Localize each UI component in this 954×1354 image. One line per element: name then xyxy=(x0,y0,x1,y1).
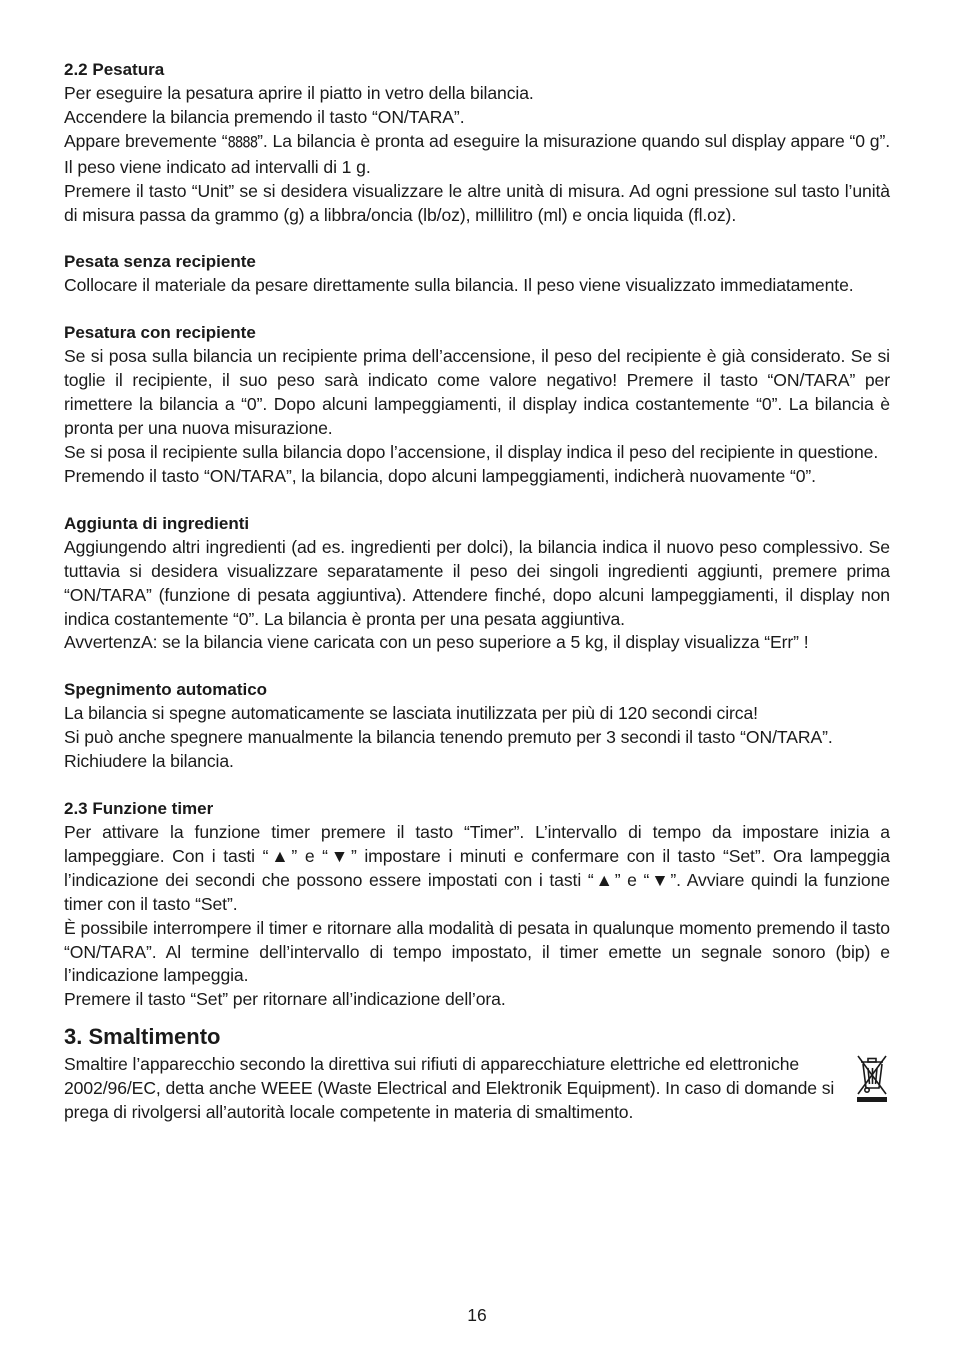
paragraph: Se si posa il recipiente sulla bilancia dopo l’accensione, il display indica il peso del recipiente in questione. xyxy=(64,441,879,462)
heading-funzione-timer: 2.3 Funzione timer xyxy=(64,799,214,819)
heading-pesatura: 2.2 Pesatura xyxy=(64,60,165,79)
paragraph: Collocare il materiale da pesare direttamente sulla bilancia. Il peso viene visualizzato immediatamente. xyxy=(64,275,854,296)
paragraph: È possibile interrompere il timer e ritornare alla modalità di pesata in qualunque momento premendo il tasto “ON/TARA”. Al termine dell’intervallo di tempo impostato, il timer emette un segnale sonoro (bip) e l’indicazione lampeggia. xyxy=(64,917,890,986)
paragraph: Se si posa sulla bilancia un recipiente prima dell’accensione, il peso del recipiente è già considerato. Se si toglie il recipiente, il suo peso sarà indicato come valore negativo! Premere il tasto “ON/TARA” per rimettere la bilancia a “0”. Dopo alcuni lampeggiamenti, il display indica costantemente “0”. La bilancia è pronta per una nuova misurazione. xyxy=(64,346,890,439)
heading-pesatura-con-recipiente: Pesatura con recipiente xyxy=(64,323,256,343)
paragraph: Premendo il tasto “ON/TARA”, la bilancia, dopo alcuni lampeggiamenti, indicherà nuovamente “0”. xyxy=(64,465,816,486)
disposal-block xyxy=(64,1053,890,1125)
heading-pesata-senza-recipiente: Pesata senza recipiente xyxy=(64,252,256,272)
heading-aggiunta-ingredienti: Aggiunta di ingredienti xyxy=(64,513,250,533)
paragraph: La bilancia si spegne automaticamente se lasciata inutilizzata per più di 120 secondi circa! xyxy=(64,703,758,724)
section-pesata-senza-recipiente xyxy=(64,250,890,298)
page-number: 16 xyxy=(467,1305,487,1325)
section-funzione-timer xyxy=(64,797,890,1012)
text-segment: ”. La bilancia è pronta ad eseguire la misurazione quando sul display appare “0 g”. Il peso viene indicato ad intervalli di 1 g. xyxy=(64,130,890,177)
paragraph: Si può anche spegnere manualmente la bilancia tenendo premuto per 3 secondi il tasto “ON/TARA”. xyxy=(64,727,833,748)
section-aggiunta-ingredienti xyxy=(64,512,890,656)
section-spegnimento-automatico xyxy=(64,678,890,774)
paragraph: Per attivare la funzione timer premere il tasto “Timer”. L’intervallo di tempo da impostare inizia a lampeggiare. Con i tasti “▲” e “▼” impostare i minuti e confermare con il tasto “Set”. Ora lampeggia l’indicazione dei secondi che possono essere impostati con i tasti “▲” e “▼”. Avviare quindi la funzione timer con il tasto “Set”. xyxy=(64,822,890,914)
heading-smaltimento: 3. Smaltimento xyxy=(64,1024,221,1050)
crossed-out-wheelie-bin-icon xyxy=(854,1053,890,1103)
paragraph: Premere il tasto “Unit” se si desidera visualizzare le altre unità di misura. Ad ogni pressione sul tasto l’unità di misura passa da grammo (g) a libbra/oncia (lb/oz), millilitro (ml) e oncia liquida (fl.oz). xyxy=(64,180,890,225)
paragraph: Premere il tasto “Set” per ritornare all’indicazione dell’ora. xyxy=(64,989,506,1010)
text-segment: Appare brevemente “ xyxy=(64,130,228,151)
display-segment-symbol: 8888 xyxy=(227,133,258,152)
paragraph: Smaltire l’apparecchio secondo la direttiva sui rifiuti di apparecchiature elettriche ed elettroniche 2002/96/EC, detta anche WEEE (Waste Electrical and Elektronik Equipment). In caso di domande si prega di rivolgersi all’autorità locale competente in materia di smaltimento. xyxy=(64,1054,835,1123)
paragraph: AvvertenzA: se la bilancia viene caricata con un peso superiore a 5 kg, il display visualizza “Err” ! xyxy=(64,632,809,653)
paragraph: Aggiungendo altri ingredienti (ad es. ingredienti per dolci), la bilancia indica il nuovo peso complessivo. Se tuttavia si desidera visualizzare separatamente il peso dei singoli ingredienti aggiunti, premere prima “ON/TARA” (funzione di pesata aggiuntiva). Attendere finché, dopo alcuni lampeggiamenti, il display non indica costantemente “0”. La bilancia è pronta per una pesata aggiuntiva. xyxy=(64,536,890,629)
section-smaltimento xyxy=(64,1022,890,1125)
paragraph: Per eseguire la pesatura aprire il piatto in vetro della bilancia. xyxy=(64,83,534,103)
paragraph: Accendere la bilancia premendo il tasto “ON/TARA”. xyxy=(64,106,465,127)
heading-spegnimento-automatico: Spegnimento automatico xyxy=(64,680,268,700)
document-page xyxy=(64,58,890,1148)
paragraph xyxy=(64,130,890,180)
section-pesatura-con-recipiente xyxy=(64,321,890,488)
section-pesatura xyxy=(64,58,890,227)
paragraph: Richiudere la bilancia. xyxy=(64,751,234,772)
